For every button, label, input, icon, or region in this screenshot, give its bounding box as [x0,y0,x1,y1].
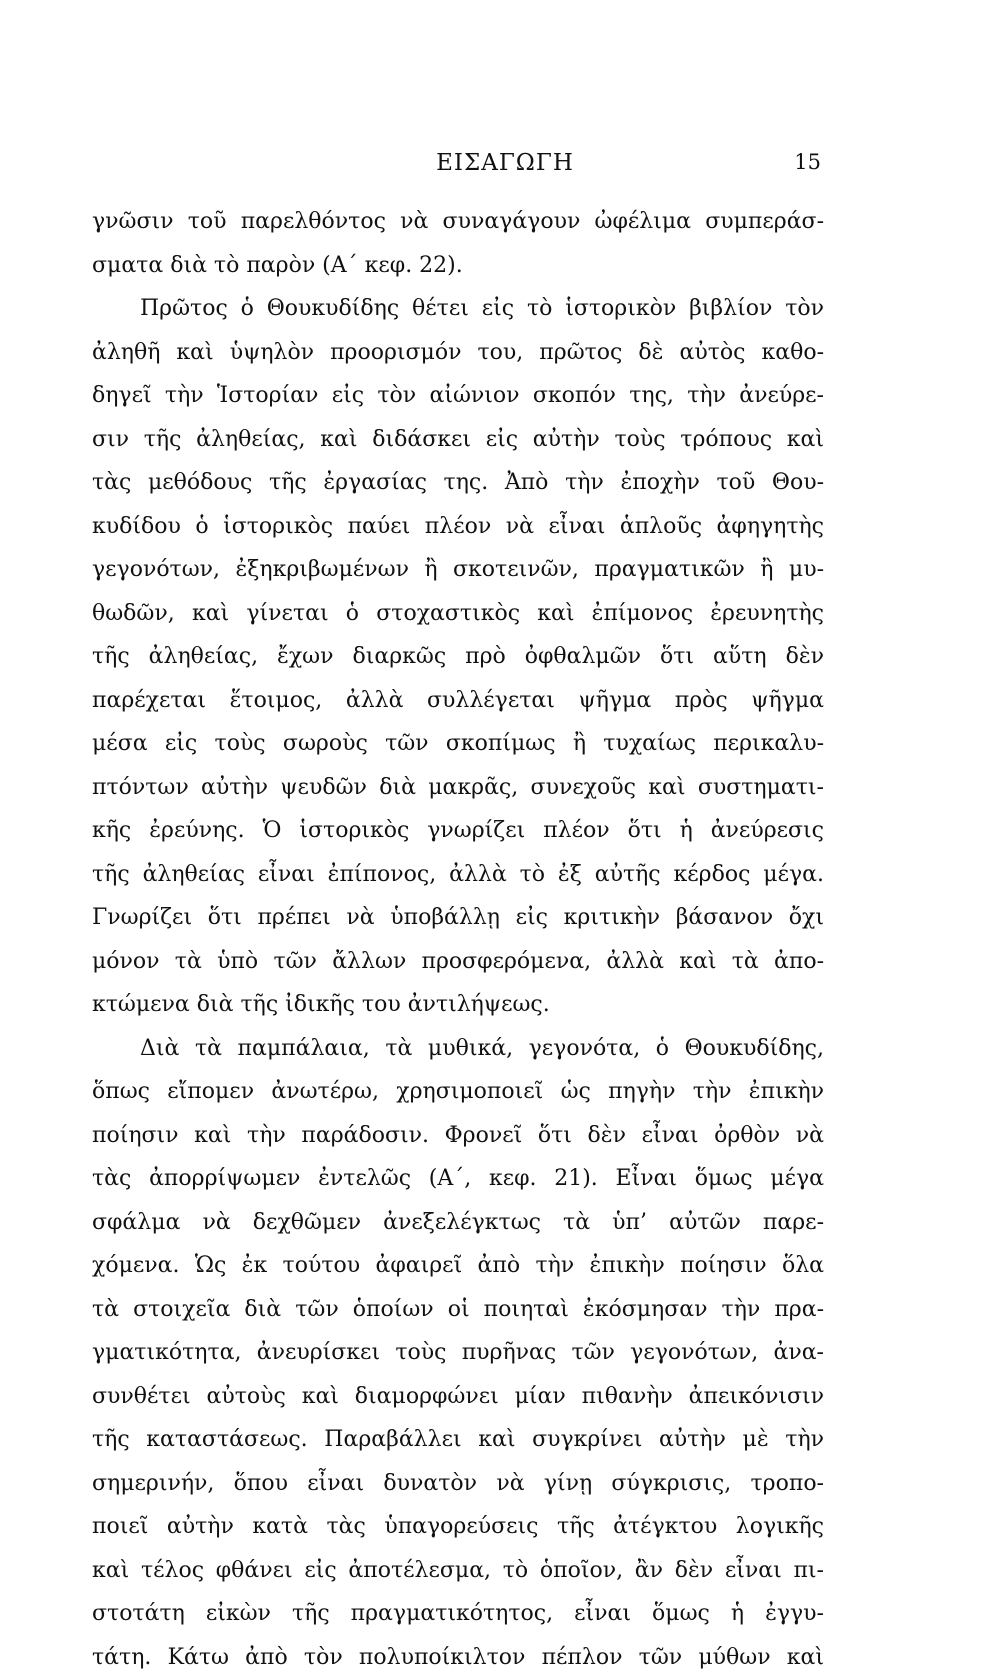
body-text [92,200,824,1679]
running-header [0,150,985,182]
text-line: Πρῶτος ὁ Θουκυδίδης θέτει εἰς τὸ ἱστορικὸν βιβλίον τὸν [92,287,824,331]
text-line: σφάλμα νὰ δεχθῶμεν ἀνεξελέγκτως τὰ ὑπ’ αὐτῶν παρε- [92,1201,824,1245]
text-line: σημερινήν, ὅπου εἶναι δυνατὸν νὰ γίνῃ σύγκρισις, τροπο- [92,1462,824,1506]
text-line: σματα διὰ τὸ παρὸν (Α΄ κεφ. 22). [92,244,824,288]
text-line: συνθέτει αὐτοὺς καὶ διαμορφώνει μίαν πιθανὴν ἀπεικόνισιν [92,1375,824,1419]
text-line: μέσα εἰς τοὺς σωροὺς τῶν σκοπίμως ἢ τυχαίως περικαλυ- [92,722,824,766]
text-line: στοτάτη εἰκὼν τῆς πραγματικότητος, εἶναι ὅμως ἡ ἐγγυ- [92,1592,824,1636]
text-line: τὰς μεθόδους τῆς ἐργασίας της. Ἀπὸ τὴν ἐποχὴν τοῦ Θου- [92,461,824,505]
text-line: δηγεῖ τὴν Ἱστορίαν εἰς τὸν αἰώνιον σκοπόν της, τὴν ἀνεύρε- [92,374,824,418]
text-line: κυδίδου ὁ ἱστορικὸς παύει πλέον νὰ εἶναι ἁπλοῦς ἀφηγητὴς [92,505,824,549]
text-line: γνῶσιν τοῦ παρελθόντος νὰ συναγάγουν ὠφέλιμα συμπεράσ- [92,200,824,244]
text-line: τῆς ἀληθείας εἶναι ἐπίπονος, ἀλλὰ τὸ ἐξ αὐτῆς κέρδος μέγα. [92,853,824,897]
text-line: τῆς ἀληθείας, ἔχων διαρκῶς πρὸ ὀφθαλμῶν ὅτι αὕτη δὲν [92,635,824,679]
text-line: κτώμενα διὰ τῆς ἰδικῆς του ἀντιλήψεως. [92,983,824,1027]
text-line: ὅπως εἴπομεν ἀνωτέρω, χρησιμοποιεῖ ὡς πηγὴν τὴν ἐπικὴν [92,1070,824,1114]
text-line: κῆς ἐρεύνης. Ὁ ἱστορικὸς γνωρίζει πλέον ὅτι ἡ ἀνεύρεσις [92,809,824,853]
text-line: τάτη. Κάτω ἀπὸ τὸν πολυποίκιλτον πέπλον τῶν μύθων καὶ [92,1636,824,1679]
text-line: ποιεῖ αὐτὴν κατὰ τὰς ὑπαγορεύσεις τῆς ἀτέγκτου λογικῆς [92,1505,824,1549]
text-line: παρέχεται ἕτοιμος, ἀλλὰ συλλέγεται ψῆγμα πρὸς ψῆγμα [92,679,824,723]
text-line: τῆς καταστάσεως. Παραβάλλει καὶ συγκρίνει αὐτὴν μὲ τὴν [92,1418,824,1462]
text-line: σιν τῆς ἀληθείας, καὶ διδάσκει εἰς αὐτὴν τοὺς τρόπους καὶ [92,418,824,462]
text-line: Γνωρίζει ὅτι πρέπει νὰ ὑποβάλλῃ εἰς κριτικὴν βάσανον ὄχι [92,896,824,940]
text-line: τὰς ἀπορρίψωμεν ἐντελῶς (Α΄, κεφ. 21). Εἶναι ὅμως μέγα [92,1157,824,1201]
text-line: γματικότητα, ἀνευρίσκει τοὺς πυρῆνας τῶν γεγονότων, ἀνα- [92,1331,824,1375]
text-line: τὰ στοιχεῖα διὰ τῶν ὁποίων οἱ ποιηταὶ ἐκόσμησαν τὴν πρα- [92,1288,824,1332]
text-line: Διὰ τὰ παμπάλαια, τὰ μυθικά, γεγονότα, ὁ Θουκυδίδης, [92,1027,824,1071]
text-line: ποίησιν καὶ τὴν παράδοσιν. Φρονεῖ ὅτι δὲν εἶναι ὀρθὸν νὰ [92,1114,824,1158]
text-line: γεγονότων, ἐξηκριβωμένων ἢ σκοτεινῶν, πραγματικῶν ἢ μυ- [92,548,824,592]
text-line: πτόντων αὐτὴν ψευδῶν διὰ μακρᾶς, συνεχοῦς καὶ συστηματι- [92,766,824,810]
text-line: χόμενα. Ὡς ἐκ τούτου ἀφαιρεῖ ἀπὸ τὴν ἐπικὴν ποίησιν ὅλα [92,1244,824,1288]
text-line: μόνον τὰ ὑπὸ τῶν ἄλλων προσφερόμενα, ἀλλὰ καὶ τὰ ἀπο- [92,940,824,984]
page-number: 15 [794,150,821,174]
running-title: ΕΙΣΑΓΩΓΗ [335,150,675,176]
text-line: ἀληθῆ καὶ ὑψηλὸν προορισμόν του, πρῶτος δὲ αὐτὸς καθο- [92,331,824,375]
text-line: θωδῶν, καὶ γίνεται ὁ στοχαστικὸς καὶ ἐπίμονος ἐρευνητὴς [92,592,824,636]
text-line: καὶ τέλος φθάνει εἰς ἀποτέλεσμα, τὸ ὁποῖον, ἂν δὲν εἶναι πι- [92,1549,824,1593]
